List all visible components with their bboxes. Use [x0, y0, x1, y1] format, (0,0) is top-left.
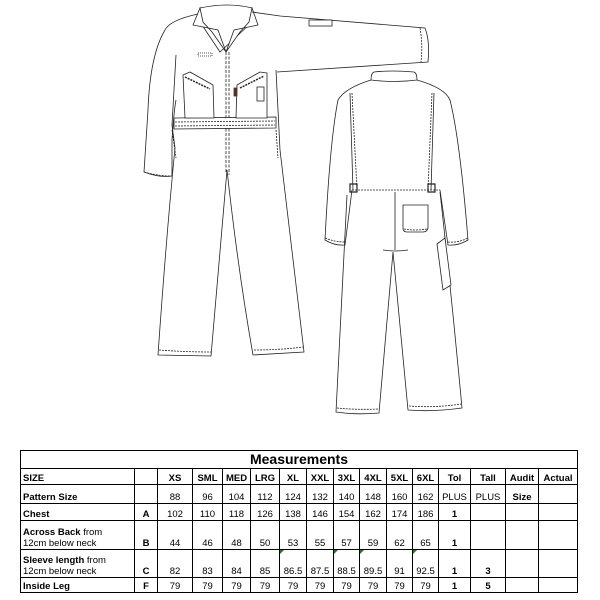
row-label: Chest [21, 504, 135, 521]
cell: 110 [193, 504, 223, 521]
cell: 104 [223, 485, 251, 504]
tall-cell [471, 504, 506, 521]
cell: 154 [334, 504, 360, 521]
cell: 62 [387, 521, 413, 550]
actual-cell[interactable] [539, 550, 578, 578]
row-letter: C [135, 550, 158, 578]
cell: 140 [334, 485, 360, 504]
cell: 55 [307, 521, 334, 550]
cell: 79 [223, 578, 251, 593]
cell: 132 [307, 485, 334, 504]
cell: 148 [360, 485, 387, 504]
cell: 162 [360, 504, 387, 521]
cell: 162 [413, 485, 439, 504]
size-xs-header: XS [158, 469, 193, 485]
size-6xl-header: 6XL [413, 469, 439, 485]
cell: 79 [193, 578, 223, 593]
tol-cell: 1 [439, 578, 471, 593]
size-header: SIZE [21, 469, 135, 485]
cell: 87.5 [307, 550, 334, 578]
cell: 84 [223, 550, 251, 578]
letter-header [135, 469, 158, 485]
cell: 46 [193, 521, 223, 550]
actual-header: Actual [539, 469, 578, 485]
cell: 53 [280, 521, 307, 550]
size-med-header: MED [223, 469, 251, 485]
row-label-bold: Sleeve length [23, 555, 85, 566]
cell: 102 [158, 504, 193, 521]
tall-cell [471, 521, 506, 550]
row-letter: B [135, 521, 158, 550]
tol-cell: 1 [439, 550, 471, 578]
header-row [21, 469, 578, 485]
size-lrg-header: LRG [251, 469, 280, 485]
tall-cell: 3 [471, 550, 506, 578]
audit-cell: Size [506, 485, 539, 504]
cell: 79 [387, 578, 413, 593]
row-label: Pattern Size [21, 485, 135, 504]
cell: 88 [158, 485, 193, 504]
cell: 79 [360, 578, 387, 593]
table-row-across-back [21, 521, 578, 550]
cell-with-comment: 89.5 [360, 550, 387, 578]
cell: 44 [158, 521, 193, 550]
cell-with-comment: 92.5 [413, 550, 439, 578]
cell: 79 [158, 578, 193, 593]
row-label-line2: 12cm below neck [23, 538, 97, 549]
tol-cell: 1 [439, 521, 471, 550]
cell: 79 [280, 578, 307, 593]
cell: 112 [251, 485, 280, 504]
cell: 174 [387, 504, 413, 521]
table-row-chest [21, 504, 578, 521]
table-row-sleeve-length [21, 550, 578, 578]
cell: 50 [251, 521, 280, 550]
table-row-inside-leg [21, 578, 578, 593]
cell: 57 [334, 521, 360, 550]
cell: 79 [413, 578, 439, 593]
coverall-front-view [144, 5, 429, 356]
row-letter: A [135, 504, 158, 521]
cell: 138 [280, 504, 307, 521]
audit-cell[interactable] [506, 504, 539, 521]
cell: 85 [251, 550, 280, 578]
cell: 96 [193, 485, 223, 504]
coverall-back-view [325, 71, 468, 414]
row-label-suffix: from [80, 527, 103, 538]
cell: 186 [413, 504, 439, 521]
audit-header: Audit [506, 469, 539, 485]
audit-cell[interactable] [506, 521, 539, 550]
cell: 48 [223, 521, 251, 550]
row-label [21, 521, 135, 550]
tall-cell: PLUS [471, 485, 506, 504]
cell: 79 [307, 578, 334, 593]
table-title: Measurements [21, 451, 578, 469]
cell: 79 [251, 578, 280, 593]
cell: 59 [360, 521, 387, 550]
actual-cell[interactable] [539, 521, 578, 550]
cell: 82 [158, 550, 193, 578]
cell-with-comment: 88.5 [334, 550, 360, 578]
size-xl-header: XL [280, 469, 307, 485]
row-letter: F [135, 578, 158, 593]
actual-cell[interactable] [539, 485, 578, 504]
row-label-line2: 12cm below neck [23, 566, 97, 577]
actual-cell[interactable] [539, 504, 578, 521]
row-label: Inside Leg [21, 578, 135, 593]
size-3xl-header: 3XL [334, 469, 360, 485]
size-sml-header: SML [193, 469, 223, 485]
cell: 83 [193, 550, 223, 578]
tol-cell: PLUS [439, 485, 471, 504]
row-label [21, 550, 135, 578]
size-5xl-header: 5XL [387, 469, 413, 485]
tol-header: Tol [439, 469, 471, 485]
cell: 118 [223, 504, 251, 521]
tall-header: Tall [471, 469, 506, 485]
cell: 65 [413, 521, 439, 550]
row-letter [135, 485, 158, 504]
row-label-suffix: from [84, 555, 106, 566]
tall-cell: 5 [471, 578, 506, 593]
cell: 79 [334, 578, 360, 593]
audit-cell[interactable] [506, 578, 539, 593]
row-label-bold: Across Back [23, 527, 81, 538]
cell: 160 [387, 485, 413, 504]
measurements-table [20, 450, 578, 593]
audit-cell[interactable] [506, 550, 539, 578]
cell: 91 [387, 550, 413, 578]
cell: 146 [307, 504, 334, 521]
cell: 126 [251, 504, 280, 521]
size-xxl-header: XXL [307, 469, 334, 485]
cell: 124 [280, 485, 307, 504]
tol-cell: 1 [439, 504, 471, 521]
size-4xl-header: 4XL [360, 469, 387, 485]
actual-cell[interactable] [539, 578, 578, 593]
table-row-pattern-size [21, 485, 578, 504]
cell-with-comment: 86.5 [280, 550, 307, 578]
